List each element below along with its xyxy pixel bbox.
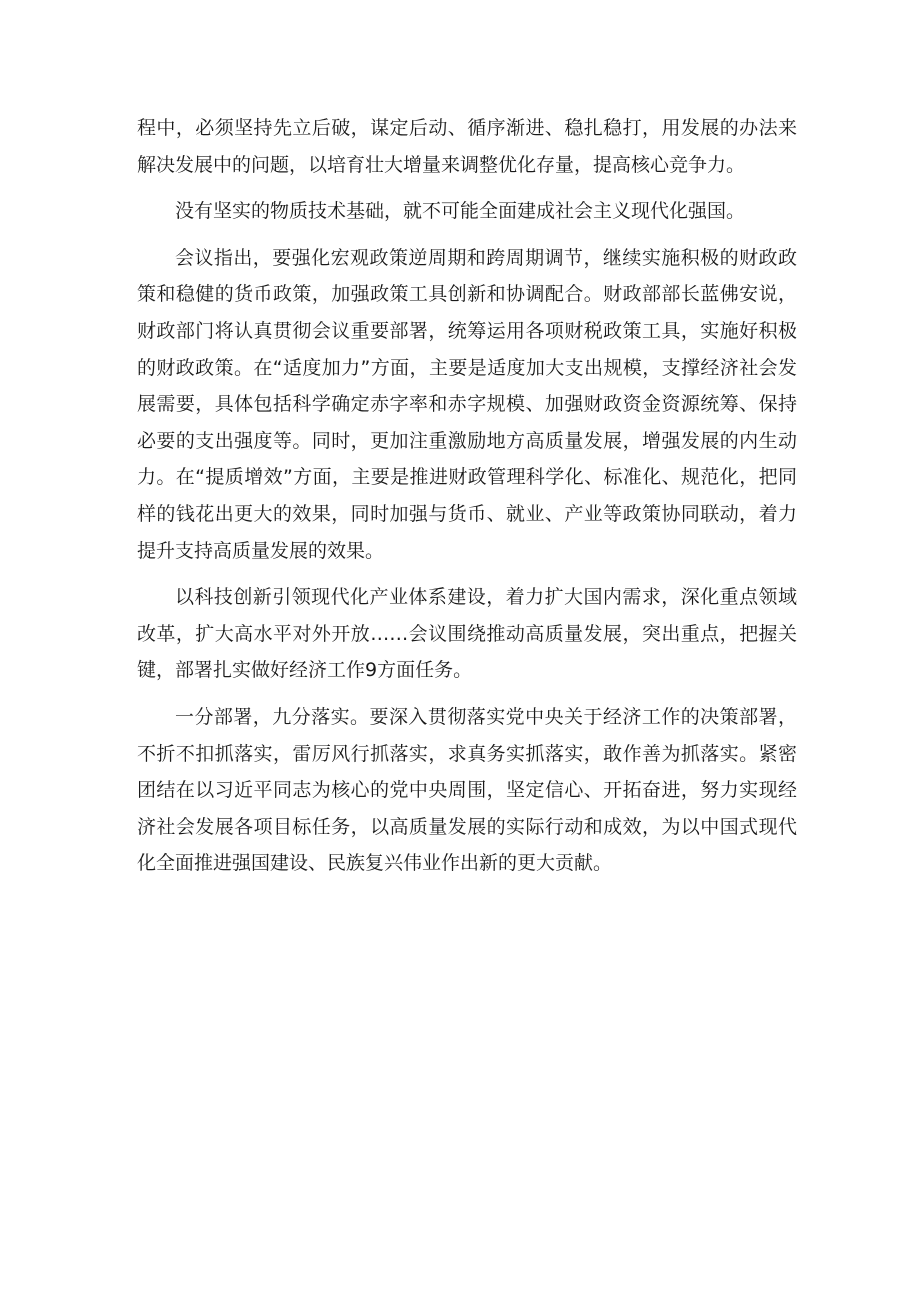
document-body — [137, 110, 797, 882]
paragraph-continued: 程中，必须坚持先立后破，谋定后动、循序渐进、稳扎稳打，用发展的办法来解决发展中的问题，以培育壮大增量来调整优化存量，提高核心竞争力。 — [137, 117, 797, 176]
paragraph: 会议指出，要强化宏观政策逆周期和跨周期调节，继续实施积极的财政政策和稳健的货币政策，加强政策工具创新和协调配合。财政部部长蓝佛安说，财政部门将认真贯彻会议重要部署，统筹运用各项财税政策工具，实施好积极的财政政策。在“适度加力”方面，主要是适度加大支出规模，支撑经济社会发展需要，具体包括科学确定赤字率和赤字规模、加强财政资金资源统筹、保持必要的支出强度等。同时，更加注重激励地方高质量发展，增强发展的内生动力。在“提质增效”方面，主要是推进财政管理科学化、标准化、规范化，把同样的钱花出更大的效果，同时加强与货币、就业、产业等政策协同联动，着力提升支持高质量发展的效果。 — [137, 246, 797, 562]
paragraph: 以科技创新引领现代化产业体系建设，着力扩大国内需求，深化重点领域改革，扩大高水平对外开放……会议围绕推动高质量发展，突出重点，把握关键，部署扎实做好经济工作9方面任务。 — [137, 586, 797, 682]
paragraph: 没有坚实的物质技术基础，就不可能全面建成社会主义现代化强国。 — [175, 200, 746, 223]
paragraph: 一分部署，九分落实。要深入贯彻落实党中央关于经济工作的决策部署，不折不扣抓落实，雷厉风行抓落实，求真务实抓落实，敢作善为抓落实。紧密团结在以习近平同志为核心的党中央周围，坚定信心、开拓奋进，努力实现经济社会发展各项目标任务，以高质量发展的实际行动和成效，为以中国式现代化全面推进强国建设、民族复兴伟业作出新的更大贡献。 — [137, 705, 797, 875]
